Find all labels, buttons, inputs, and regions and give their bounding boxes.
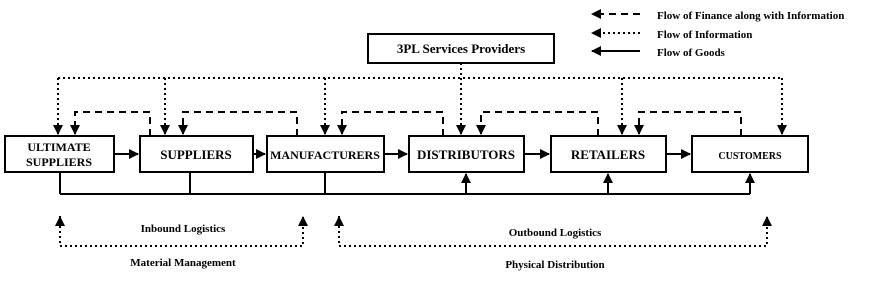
node-distributors xyxy=(409,136,524,172)
up-arrowhead-icon xyxy=(55,216,65,226)
node-customers xyxy=(692,136,808,172)
node-label: MANUFACTURERS xyxy=(270,148,380,162)
dashed-finance-arrow xyxy=(183,112,297,136)
node-3pl-providers xyxy=(368,34,554,63)
dashed-finance-arrow xyxy=(639,112,741,136)
node-label: SUPPLIERS xyxy=(160,147,232,162)
dashed-finance-arrow xyxy=(342,112,443,136)
physical-distribution-label: Physical Distribution xyxy=(505,259,605,271)
node-label: CUSTOMERS xyxy=(718,151,782,162)
inbound-logistics-label: Inbound Logistics xyxy=(140,223,226,235)
finance-flows xyxy=(75,112,741,136)
outbound-logistics-bracket xyxy=(334,216,772,271)
up-arrowhead-icon xyxy=(762,216,772,226)
legend-item-goods xyxy=(592,47,726,59)
node-retailers xyxy=(551,136,666,172)
dashed-finance-arrow xyxy=(75,112,150,136)
legend-label: Flow of Finance along with Information xyxy=(657,10,845,22)
information-flows xyxy=(58,63,782,134)
node-label: 3PL Services Providers xyxy=(396,41,526,56)
legend-label: Flow of Information xyxy=(657,29,753,41)
node-suppliers xyxy=(140,136,253,172)
material-management-label: Material Management xyxy=(130,257,236,269)
node-label: DISTRIBUTORS xyxy=(416,147,516,162)
node-manufacturers xyxy=(267,136,384,172)
outbound-logistics-label: Outbound Logistics xyxy=(508,227,602,239)
node-label-line-1: ULTIMATE xyxy=(27,140,91,154)
legend xyxy=(592,10,844,59)
inbound-logistics-bracket xyxy=(55,216,308,269)
legend-label: Flow of Goods xyxy=(657,47,725,59)
up-arrowhead-icon xyxy=(334,216,344,226)
node-label: RETAILERS xyxy=(570,147,646,162)
node-label-line-2: SUPPLIERS xyxy=(25,155,93,169)
dashed-finance-arrow xyxy=(481,112,598,136)
legend-item-finance xyxy=(592,10,844,22)
legend-item-information xyxy=(592,29,752,41)
node-ultimate-suppliers xyxy=(5,136,114,172)
up-arrowhead-icon xyxy=(298,216,308,226)
